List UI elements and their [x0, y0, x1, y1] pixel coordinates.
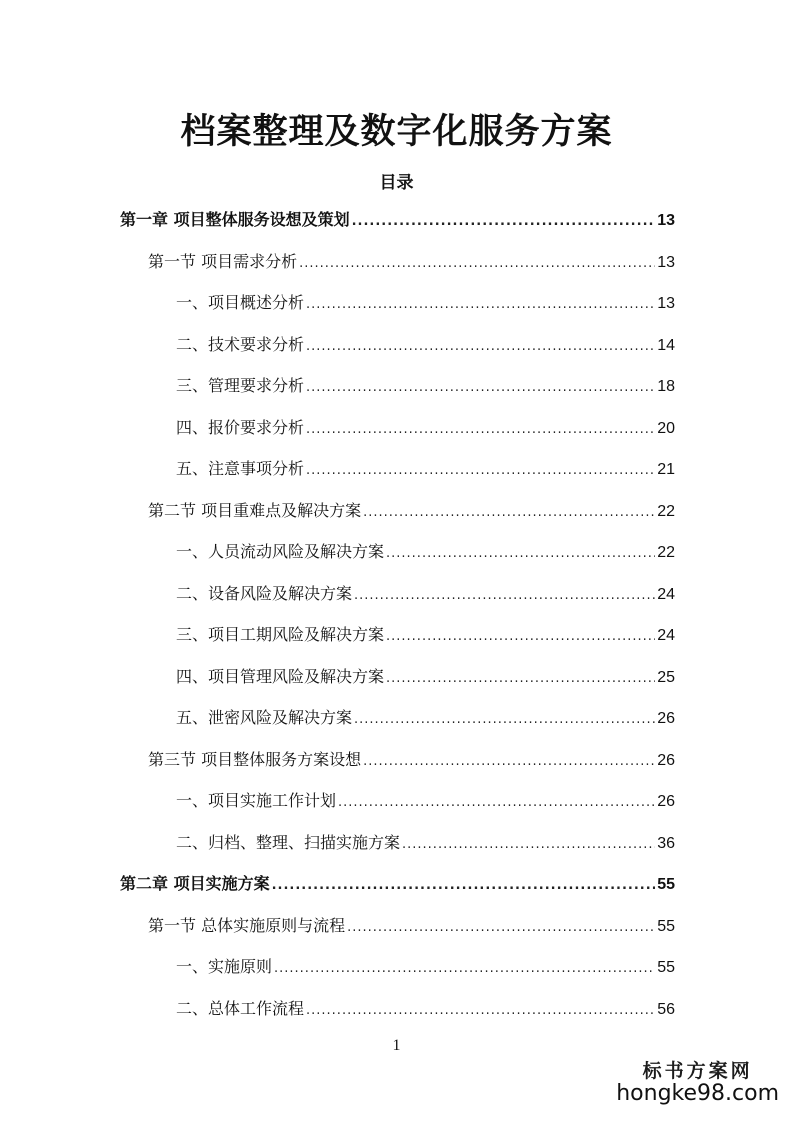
toc-entry-page: 22	[657, 544, 675, 561]
toc-entry-page: 55	[657, 876, 675, 893]
toc-dot-leader	[354, 708, 655, 732]
toc-entry-label: 五、泄密风险及解决方案	[176, 708, 353, 727]
toc-entry[interactable]	[176, 540, 675, 564]
toc-entry[interactable]	[148, 499, 675, 523]
toc-dot-leader	[363, 501, 655, 525]
watermark-url: hongke98.com	[616, 1081, 779, 1106]
toc-entry-page: 18	[657, 378, 675, 395]
document-title: 档案整理及数字化服务方案	[180, 111, 613, 152]
toc-entry[interactable]	[148, 250, 675, 274]
watermark-logo	[616, 1056, 779, 1106]
toc-entry-label: 一、项目实施工作计划	[176, 791, 337, 810]
toc-dot-leader	[352, 210, 656, 234]
toc-entry[interactable]	[120, 208, 675, 232]
toc-entry[interactable]	[176, 416, 675, 440]
toc-dot-leader	[386, 667, 655, 691]
toc-entry[interactable]	[176, 665, 675, 689]
toc-dot-leader	[354, 584, 655, 608]
toc-entry[interactable]	[176, 831, 675, 855]
toc-entry-label: 四、项目管理风险及解决方案	[176, 666, 385, 686]
toc-entry[interactable]	[176, 955, 675, 979]
toc-entry-page: 25	[657, 668, 675, 686]
toc-entry-label: 二、技术要求分析	[176, 334, 305, 354]
toc-entry-page: 56	[657, 1000, 675, 1018]
toc-entry-page: 14	[657, 336, 675, 354]
toc-dot-leader	[306, 376, 655, 400]
toc-dot-leader	[347, 916, 655, 940]
toc-entry-page: 24	[657, 585, 675, 603]
toc-dot-leader	[306, 999, 655, 1023]
toc-entry-label: 五、注意事项分析	[176, 459, 305, 478]
toc-entry-label: 二、归档、整理、扫描实施方案	[176, 832, 401, 852]
toc-entry[interactable]	[120, 872, 675, 896]
toc-entry-page: 13	[657, 212, 675, 229]
toc-dot-leader	[306, 335, 655, 359]
toc-dot-leader	[363, 750, 655, 774]
toc-dot-leader	[402, 833, 655, 857]
toc-entry-page: 55	[657, 917, 675, 935]
toc-entry-page: 26	[657, 710, 675, 727]
page-number: 1	[392, 1037, 401, 1054]
toc-entry-page: 13	[657, 253, 675, 271]
toc-entry-page: 24	[657, 627, 675, 644]
toc-entry[interactable]	[148, 748, 675, 772]
toc-entry-label: 三、管理要求分析	[176, 376, 305, 395]
toc-dot-leader	[272, 874, 656, 898]
toc-dot-leader	[306, 293, 655, 317]
toc-entry-label: 第一节 总体实施原则与流程	[148, 915, 346, 935]
watermark-name: 标书方案网	[642, 1060, 753, 1082]
toc-entry-label: 第三节 项目整体服务方案设想	[148, 749, 362, 769]
toc-entry-label: 一、实施原则	[176, 957, 273, 976]
toc-dot-leader	[386, 625, 655, 649]
toc-dot-leader	[338, 791, 655, 815]
toc-entry-label: 第二节 项目重难点及解决方案	[148, 500, 362, 520]
toc-entry[interactable]	[176, 291, 675, 315]
toc-entry-label: 二、总体工作流程	[176, 998, 305, 1018]
toc-entry-label: 一、项目概述分析	[176, 293, 305, 312]
toc-entry-page: 26	[657, 751, 675, 769]
toc-entry-page: 55	[657, 959, 675, 976]
toc-entry[interactable]	[148, 914, 675, 938]
toc-entry-label: 第一章 项目整体服务设想及策划	[120, 210, 350, 229]
toc-entry[interactable]	[176, 457, 675, 481]
toc-entry-label: 二、设备风险及解决方案	[176, 583, 353, 603]
toc-entry-page: 21	[657, 461, 675, 478]
toc-dot-leader	[306, 459, 655, 483]
toc-entry[interactable]	[176, 789, 675, 813]
toc-entry-label: 三、项目工期风险及解决方案	[176, 625, 385, 644]
toc-entry[interactable]	[176, 623, 675, 647]
toc-dot-leader	[274, 957, 655, 981]
toc-entry-page: 13	[657, 295, 675, 312]
toc-entry-label: 第二章 项目实施方案	[120, 874, 270, 893]
toc-entry-page: 36	[657, 834, 675, 852]
toc-entry-page: 26	[657, 793, 675, 810]
toc-entry[interactable]	[176, 374, 675, 398]
toc-dot-leader	[386, 542, 655, 566]
toc-entry[interactable]	[176, 333, 675, 357]
toc-entry-label: 一、人员流动风险及解决方案	[176, 542, 385, 561]
toc-dot-leader	[306, 418, 655, 442]
toc-entry-label: 四、报价要求分析	[176, 417, 305, 437]
toc-heading: 目录	[379, 173, 414, 193]
toc-entry[interactable]	[176, 997, 675, 1021]
toc-entry[interactable]	[176, 706, 675, 730]
toc-entry-page: 22	[657, 502, 675, 520]
toc-entry[interactable]	[176, 582, 675, 606]
toc-dot-leader	[299, 252, 655, 276]
toc-entry-label: 第一节 项目需求分析	[148, 251, 298, 271]
toc-entry-page: 20	[657, 419, 675, 437]
